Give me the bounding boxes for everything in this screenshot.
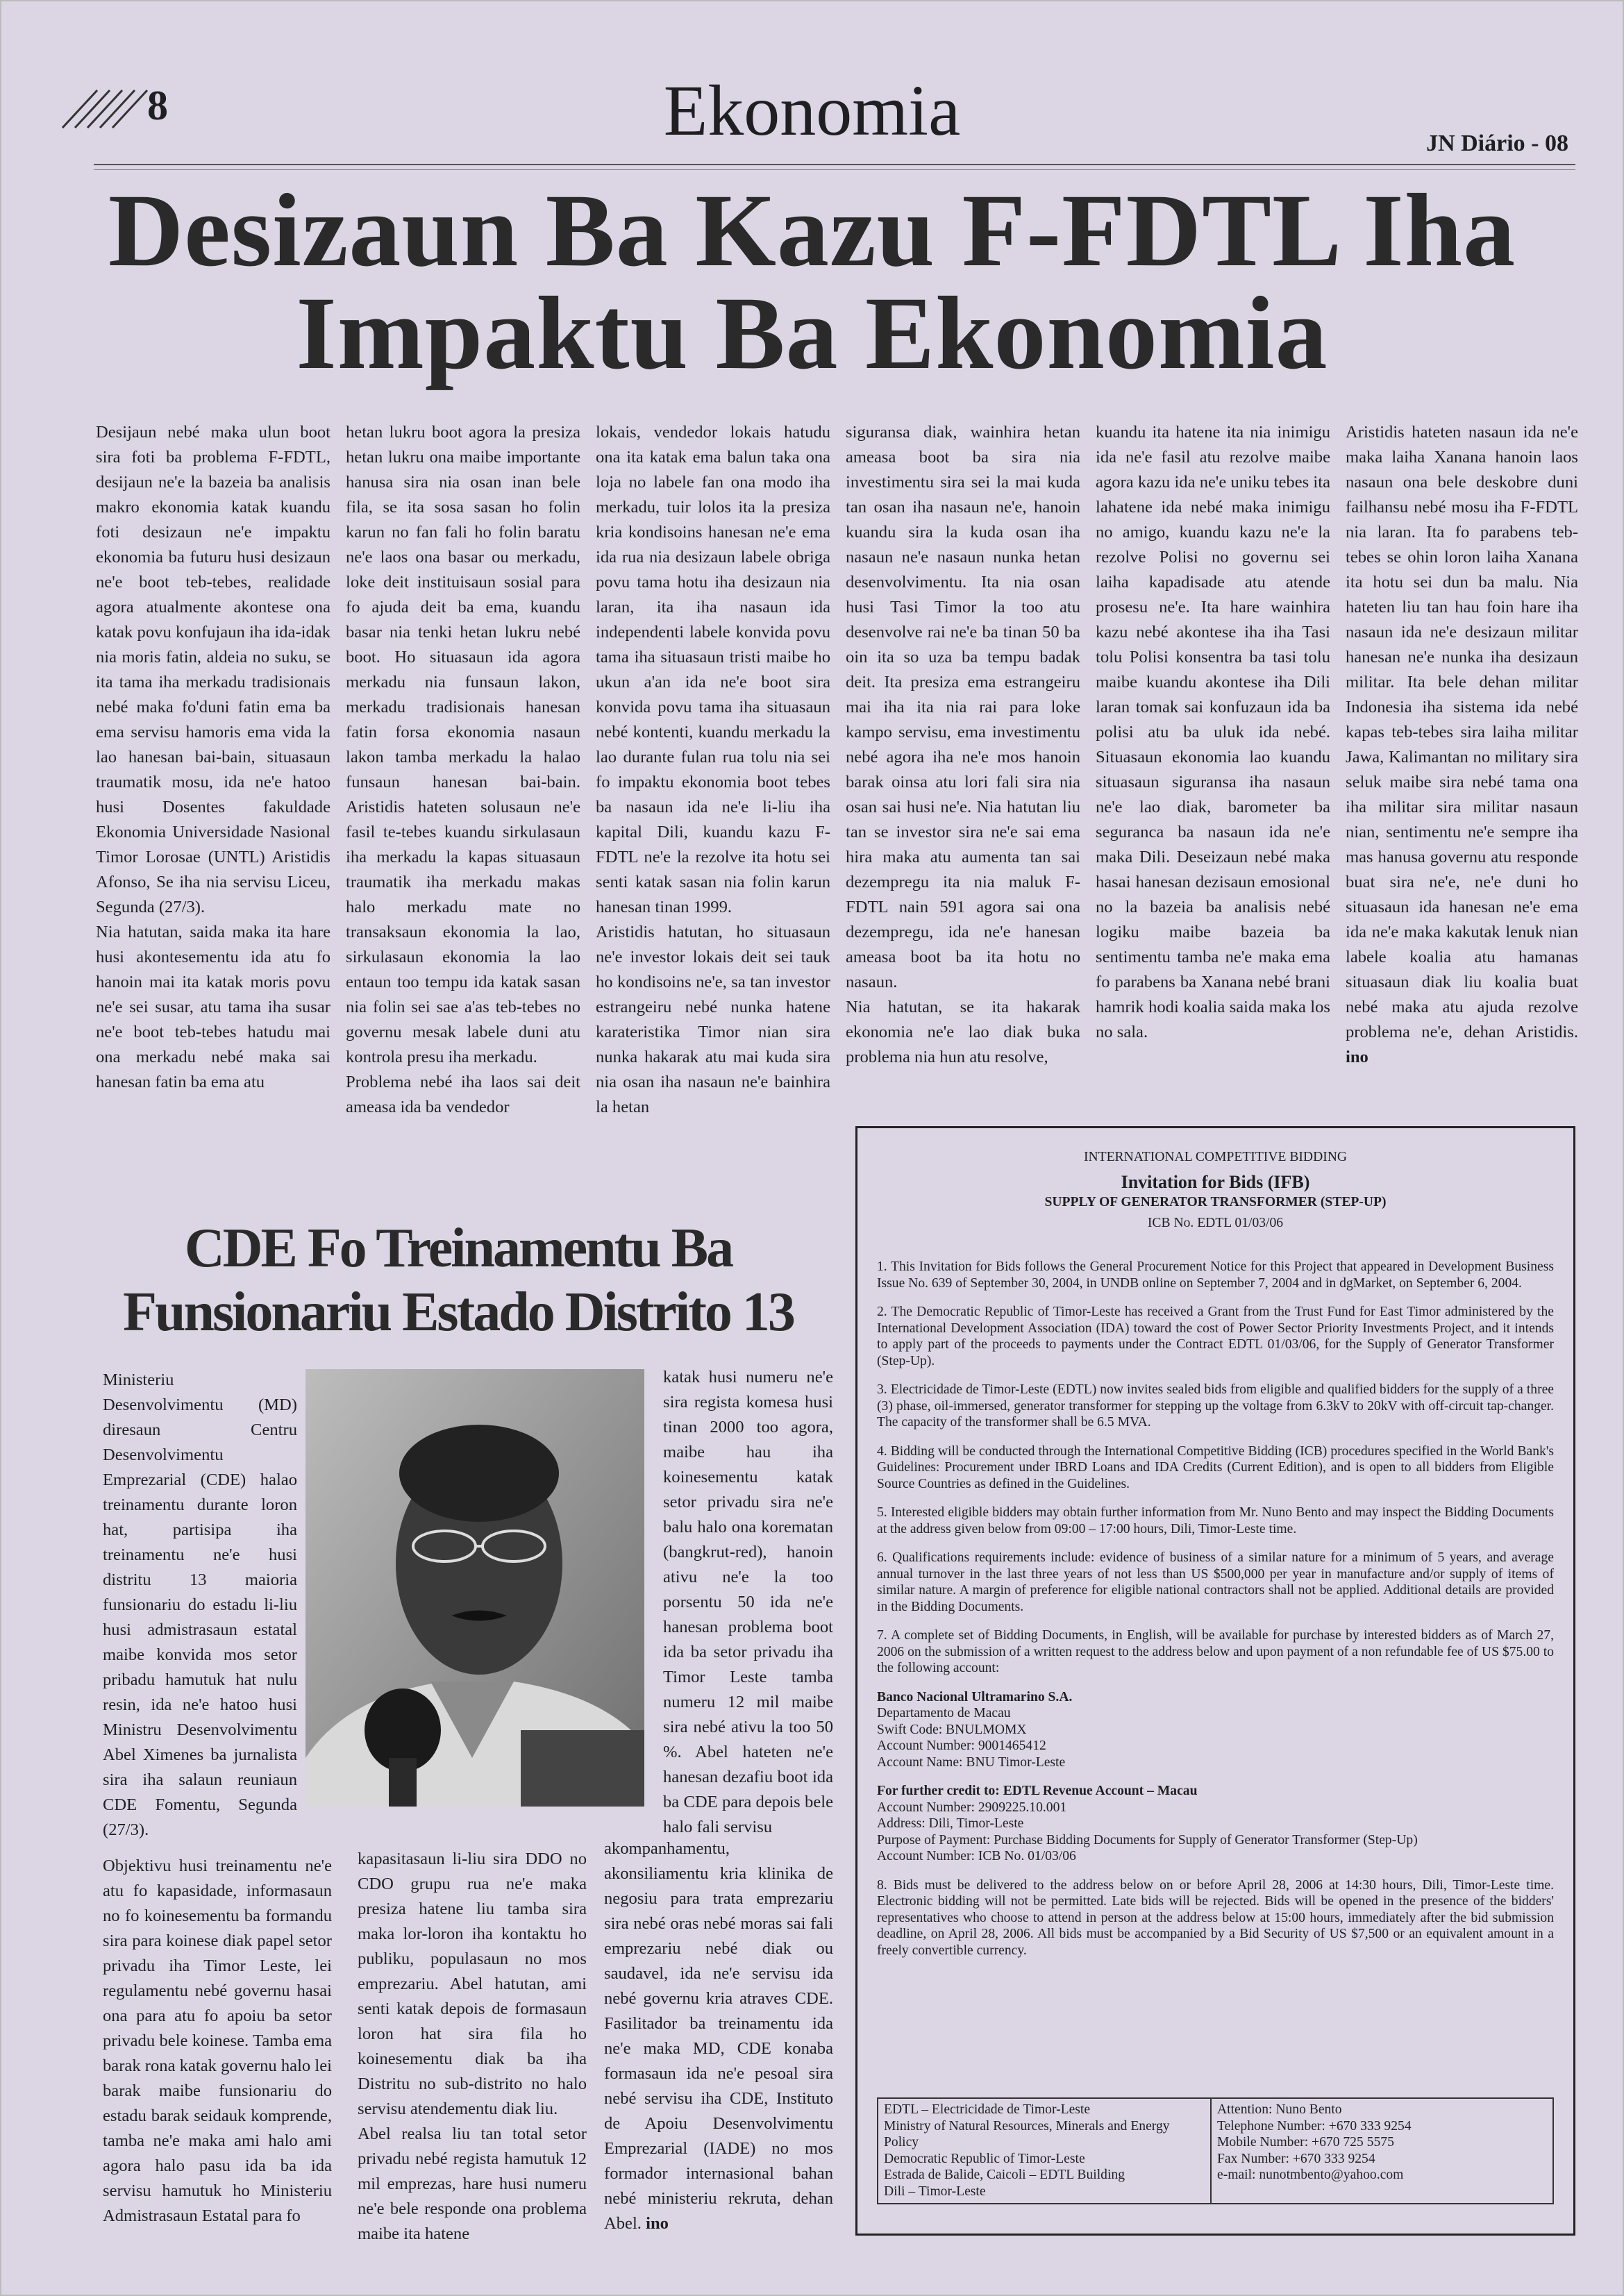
- address-line: Estrada de Balide, Caicoli – EDTL Building: [884, 2168, 1125, 2182]
- credit-line: For further credit to: EDTL Revenue Account – Macau: [877, 1784, 1198, 1798]
- ad-item: 7. A complete set of Bidding Documents, in English, will be available for purchase by interested bidders as of March 27, 2006 on the submission of a written request to the address below and upon payment of a non refundable fee of US $75.00 to the following account:: [877, 1628, 1554, 1675]
- paragraph: [1346, 420, 1578, 1070]
- bank-line: Swift Code: BNULMOMX: [877, 1722, 1027, 1737]
- masthead-rule-thin: [94, 169, 1575, 170]
- section-title: Ekonomia: [663, 71, 961, 151]
- ad-icb-number: ICB No. EDTL 01/03/06: [1147, 1215, 1284, 1230]
- paragraph: Ministeriu Desenvolvimentu (MD) diresaun Centru Desenvolvimentu Emprezarial (CDE) halao treinamentu durante loron hat, partisipa iha treinamentu ne'e husi distritu 13 maioria funsionariu do estadu li-liu husi admistrasaun estatal maibe konvida mos setor pribadu hamutuk hat nulu resin, ida ne'e hatoo husi Ministru Desenvolvimentu Abel Ximenes ba jurnalista sira iha salaun reuniaun CDE Fomentu, Segunda (27/3).: [103, 1371, 297, 1839]
- paragraph: Nia hatutan, saida maka ita hare husi akontesementu ida atu fo hanoin mai ita katak moris povu ne'e sei susar, atu tama iha susar ne'e boot teb-tebes hatudu mai ona merkadu nebé maka sai hanesan fatin ba ema atu: [96, 923, 330, 1091]
- article-column-4: [846, 420, 1080, 1070]
- article-column-1: [96, 420, 330, 1095]
- secondary-headline: [83, 1216, 833, 1344]
- credit-line: Purpose of Payment: Purchase Bidding Documents for Supply of Generator Transformer (Step-Up): [877, 1832, 1418, 1847]
- paragraph: hetan lukru boot agora la presiza hetan lukru ona maibe importante hanusa sira nia osan inan bele fila, se ita sosa sasan ho folin karun no fan fali ho folin baratu ne'e laos ona basar ou merkadu, loke deit instituisaun sosial para fo ajuda deit ba ema, kuandu basar nia tenki hetan lukru nebé boot. Ho situasaun ida agora merkadu nia funsaun lakon, merkadu tradisionais hanesan fatin forsa ekonomia nasaun lakon tamba merkadu la halao funsaun hanesan bai-bain. Aristidis hateten solusaun ne'e fasil te-tebes kuandu sirkulasaun iha merkadu la kapas situasaun traumatik iha merkadu makas halo merkadu mate no transaksaun ekonomia la lao, sirkulasaun ekonomia la lao entaun too tempu ida katak sasan nia folin sei sae a'as teb-tebes no governu mesak labele duni atu kontrola presu iha merkadu.: [346, 423, 580, 1066]
- address-line: EDTL – Electricidade de Timor-Leste: [884, 2102, 1091, 2117]
- contact-line: Mobile Number: +670 725 5575: [1217, 2135, 1394, 2150]
- bank-details: [877, 1689, 1554, 1771]
- paragraph: Objektivu husi treinamentu ne'e atu fo kapasidade, informasaun no fo koinesementu ba formandu sira para koinese diak papel setor privadu iha Timor Leste, lei regulamentu nebé governu hasai ona para atu fo apoiu ba setor privadu bele koinese. Tamba ema barak rona katak governu halo lei barak maibe funsionariu do estadu barak seidauk komprende, tamba ne'e maka ami halo ami agora halo pasu ida ba ida servisu hamutuk ho Ministeriu Admistrasaun Estatal para fo: [103, 1857, 332, 2225]
- article2-column-3b: [604, 1836, 833, 2236]
- portrait-photo-icon: [305, 1369, 644, 1807]
- address-line: Dili – Timor-Leste: [884, 2184, 986, 2199]
- news-photo: [305, 1369, 644, 1807]
- contact-address: [878, 2099, 1212, 2203]
- sub-headline-line-2: Funsionariu Estado Distrito 13: [123, 1282, 794, 1343]
- ad-item: 6. Qualifications requirements include: evidence of business of a similar nature for a minimum of 5 years, and average annual turnover in the last three years of not less than US $500,000 per year in manufacture and/or supply of items of similar nature. A margin of preference for eligible national contractors shall not be applied. Additional details are provided in the Bidding Documents.: [877, 1550, 1554, 1614]
- credit-details: [877, 1783, 1554, 1865]
- address-line: Ministry of Natural Resources, Minerals and Energy Policy: [884, 2118, 1170, 2150]
- paragraph: katak husi numeru ne'e sira regista komesa husi tinan 2000 too agora, maibe hau iha koinesementu katak setor privadu sira ne'e balu halo ona korematan (bangkrut-red), hanoin ativu ne'e la too porsentu 50 ida ne'e hanesan problema boot ida ba setor privadu iha Timor Leste tamba numeru 12 mil maibe sira nebé ativu la too 50 %. Abel hateten ne'e hanesan dezafiu boot ida ba CDE para depois bele halo fali servisu: [663, 1368, 833, 1836]
- paper-reference: JN Diário - 08: [1426, 131, 1568, 156]
- article2-column-1: [103, 1368, 297, 1843]
- article-column-6: [1346, 420, 1578, 1070]
- main-headline: [0, 173, 1624, 391]
- article2-column-3: [663, 1365, 833, 1840]
- ad-subtitle: SUPPLY OF GENERATOR TRANSFORMER (STEP-UP): [1044, 1195, 1387, 1209]
- byline: ino: [646, 2214, 669, 2233]
- paragraph: Nia hatutan, se ita hakarak ekonomia ne'e lao diak buka problema nia hun atu resolve,: [846, 998, 1080, 1066]
- masthead-rule: [94, 164, 1575, 165]
- contact-line: Fax Number: +670 333 9254: [1217, 2151, 1375, 2166]
- ad-item: 4. Bidding will be conducted through the International Competitive Bidding (ICB) procedures specified in the World Bank's Guidelines: Procurement under IBRD Loans and IDA Credits (Current Edition), and is open to all bidders from Eligible Source Countries as defined in the Guidelines.: [877, 1443, 1554, 1491]
- credit-line: Address: Dili, Timor-Leste: [877, 1816, 1024, 1831]
- paragraph: Abel realsa liu tan total setor privadu nebé regista hamutuk 12 mil emprezas, hare husi numeru ne'e bele responde ona problema maibe ita hatene: [358, 2125, 587, 2243]
- ad-kicker: INTERNATIONAL COMPETITIVE BIDDING: [1083, 1150, 1348, 1164]
- article2-column-2: [358, 1847, 587, 2247]
- bank-line: Account Name: BNU Timor-Leste: [877, 1754, 1066, 1770]
- headline-line-2: Impaktu Ba Ekonomia: [296, 276, 1328, 391]
- byline: ino: [1346, 1048, 1368, 1066]
- bank-line: Departamento de Macau: [877, 1706, 1011, 1720]
- ad-item: 8. Bids must be delivered to the address below on or before April 28, 2006 at 14:30 hours, Dili, Timor-Leste time. Electronic bidding will not be permitted. Late bids will be rejected. Bids will be opened in the presence of the bidders' representatives who choose to attend in person at the address below at 15:00 hours, immediately after the bid submission deadline, on April 28, 2006. All bids must be accompanied by a Bid Security of US $7,500 or an equivalent amount in a freely convertible currency.: [877, 1877, 1554, 1958]
- article-column-5: [1096, 420, 1330, 1045]
- paragraph: [604, 1836, 833, 2236]
- contact-line: Attention: Nuno Bento: [1217, 2102, 1342, 2117]
- ad-item: 5. Interested eligible bidders may obtain further information from Mr. Nuno Bento and may inspect the Bidding Documents at the address given below from 09:00 – 17:00 hours, Dili, Timor-Leste time.: [877, 1505, 1554, 1536]
- paragraph: siguransa diak, wainhira hetan ameasa boot ba sira nia investimentu sira sei la mai kuda tan osan iha nasaun ne'e, hanoin kuandu sira la kuda osan iha nasaun ne'e nasaun nunka hetan desenvolvimentu. Ita nia osan husi Tasi Timor la too atu desenvolve rai ne'e ba tinan 50 ba oin ita so uza ba tempu badak deit. Ita presiza ema estrangeiru mai iha ita nia rai para loke kampo servisu, ema investimentu nebé agora iha ne'e mos hanoin barak oinsa atu lori fali sira nia osan sai husi ne'e. Nia hatutan liu tan se investor sira ne'e sai ema hira maka atu aumenta tan sai dezempregu ita nia maluk F-FDTL nain 591 agora sai ona dezempregu, ida ne'e hanesan ameasa boot ba ita hotu no nasaun.: [846, 423, 1080, 991]
- bid-advertisement: [855, 1126, 1575, 2236]
- contact-line: Telephone Number: +670 333 9254: [1217, 2118, 1412, 2134]
- article2-column-1b: [103, 1854, 332, 2229]
- bank-line: Banco Nacional Ultramarino S.A.: [877, 1689, 1073, 1704]
- paragraph-text: Aristidis hateten nasaun ida ne'e maka laiha Xanana hanoin laos nasaun ona bele deskobre duni failhansu nebé mosu iha F-FDTL nia laran. Ita fo parabens teb-tebes se ohin loron laiha Xanana ita hotu sei dun ba malu. Nia hateten liu tan hau foin hare iha nasaun ida ne'e desizaun militar hanesan ne'e nunka iha desizaun militar. Ita bele dehan militar Indonesia iha sistema ida nebé kapas teb-tebes sira laiha militar Jawa, Kalimantan no military sira seluk maibe sira nebé tama ona iha militar sira militar nasaun nian, sentimentu ne'e sempre iha mas hanusa governu atu responde buat sira ne'e, ne'e duni ho situasaun ida hanesan ne'e ema ida ne'e maka kakutak lenuk nian labele koalia atu hamanas situasaun diak liu koalia buat nebé maka atu ajuda rezolve problema ne'e, dehan Aristidis.: [1346, 423, 1578, 1041]
- page-number: 8: [147, 83, 168, 128]
- paragraph: lokais, vendedor lokais hatudu ona ita katak ema balun taka ona loja no labele fan ona modo iha merkadu, tuir lolos ita la presiza kria kondisoins hanesan ne'e ema ida rua nia desizaun labele obriga povu tama hotu iha desizaun nia laran, ita iha nasaun ida independenti labele konvida povu tama iha situasaun tristi maibe ho ukun a'an ida ne'e boot sira konvida povu tama iha situasaun nebé kontenti, kuandu merkadu la lao durante fulan rua tolu nia sei fo impaktu ekonomia boot tebes ba nasaun ida ne'e li-liu iha kapital Dili, kuandu kazu F-FDTL ne'e la rezolve ita hotu sei senti katak sasan nia folin karun hanesan tinan 1999.: [596, 423, 830, 916]
- paragraph: kapasitasaun li-liu sira DDO no CDO grupu rua ne'e maka presiza hatene liu tamba sira maka lor-loron iha kontaktu ho publiku, populasaun no mos emprezariu. Abel hatutan, ami senti katak depois de formasaun loron hat sira fila ho koinesementu diak ba iha Distritu no sub-distrito no halo servisu atendementu diak liu.: [358, 1850, 587, 2118]
- ad-item: 3. Electricidade de Timor-Leste (EDTL) now invites sealed bids from eligible and qualified bidders for the supply of a three (3) phase, oil-immersed, generator transformer for stepping up the voltage from 6.3kV to 20kV with off-circuit tap-changer. The capacity of the transformer shall be 6.5 MVA.: [877, 1382, 1554, 1430]
- headline-line-1: Desizaun Ba Kazu F-FDTL Iha: [108, 173, 1516, 288]
- paragraph: Desijaun nebé maka ulun boot sira foti ba problema F-FDTL, desijaun ne'e la bazeia ba analisis makro ekonomia katak kuandu foti desizaun ne'e impaktu ekonomia ba futuru husi desizaun ne'e boot teb-tebes, realidade agora atualmente akontese ona katak povu konfujaun iha ida-idak nia moris fatin, aldeia no suku, se ita tama iha merkadu tradisionais nebé maka fo'duni fatin ema ba ema servisu hamoris ema vida la lao hanesan bai-bain, situasaun traumatik mosu, ida ne'e hatoo husi Dosentes fakuldade Ekonomia Universidade Nasional Timor Lorosae (UNTL) Aristidis Afonso, Se iha nia servisu Liceu, Segunda (27/3).: [96, 423, 330, 916]
- article-column-3: [596, 420, 830, 1120]
- ad-item: 2. The Democratic Republic of Timor-Leste has received a Grant from the Trust Fund for East Timor administered by the International Development Association (IDA) toward the cost of Power Sector Priority Investments Project, and it intends to apply part of the proceeds to payments under the Contract EDTL 01/03/06, for the Supply of Generator Transformer (Step-Up).: [877, 1305, 1554, 1368]
- sub-headline-line-1: CDE Fo Treinamentu Ba: [184, 1218, 733, 1279]
- ad-item: 1. This Invitation for Bids follows the General Procurement Notice for this Project that appeared in Development Business Issue No. 639 of September 30, 2004, in UNDB online on September 7, 2004 and in dgMarket, on September 6, 2004.: [877, 1259, 1554, 1291]
- paragraph: Aristidis hatutan, ho situasaun ne'e investor lokais deit sei tauk ho kondisoins ne'e, sa tan investor estrangeiru nebé nunka hatene karateristika Timor nian sira nunka hakarak atu mai kuda sira nia osan iha nasaun ne'e bainhira la hetan: [596, 923, 830, 1116]
- paragraph-text: akompanhamentu, akonsiliamentu kria klinika de negosiu para trata emprezariu sira nebé oras nebé moras sai fali emprezariu nebé diak ou saudavel, ida ne'e servisu ida nebé governu kria atraves CDE. Fasilitador ba treinamentu ida ne'e maka MD, CDE konaba formasaun ida ne'e pesoal sira nebé servisu iha CDE, Instituto de Apoiu Desenvolvimentu Emprezarial (IADE) no mos formador internasional bahan nebé ministeriu rekruta, dehan Abel.: [604, 1839, 833, 2233]
- credit-line: Account Number: ICB No. 01/03/06: [877, 1849, 1076, 1863]
- contact-email[interactable]: e-mail: nunotmbento@yahoo.com: [1217, 2168, 1404, 2182]
- contact-person: [1212, 2099, 1552, 2203]
- address-line: Democratic Republic of Timor-Leste: [884, 2151, 1085, 2166]
- paragraph: Problema nebé iha laos sai deit ameasa ida ba vendedor: [346, 1073, 580, 1116]
- ad-title: Invitation for Bids (IFB): [1121, 1171, 1310, 1192]
- paragraph: kuandu ita hatene ita nia inimigu ida ne'e fasil atu rezolve maibe agora kazu ida ne'e uniku tebes ita lahatene ida nebé maka inimigu no amigo, kuandu kazu ne'e la rezolve Polisi no governu sei laiha kapadisade atu atende prosesu ne'e. Ita hare wainhira kazu nebé akontese iha iha Tasi tolu Polisi konsentra ba tasi tolu maibe kuandu akontese iha Dili laran tomak sai konfuzaun ida ba polisi atu ba uluk ida nebé. Situasaun ekonomia lao kuandu situasaun siguransa iha nasaun ne'e lao diak, barometer ba seguranca ba nasaun ida ne'e maka Dili. Deseizaun nebé maka hasai hanesan dezisaun emosional no la bazeia ba analisis nebé logiku maibe bazeia ba sentimentu tamba ne'e maka ema fo parabens ba Xanana nebé brani hamrik hodi koalia saida maka los no sala.: [1096, 423, 1330, 1041]
- bank-line: Account Number: 9001465412: [877, 1738, 1046, 1753]
- article-column-2: [346, 420, 580, 1120]
- contact-box: [877, 2097, 1554, 2204]
- credit-line: Account Number: 2909225.10.001: [877, 1800, 1067, 1815]
